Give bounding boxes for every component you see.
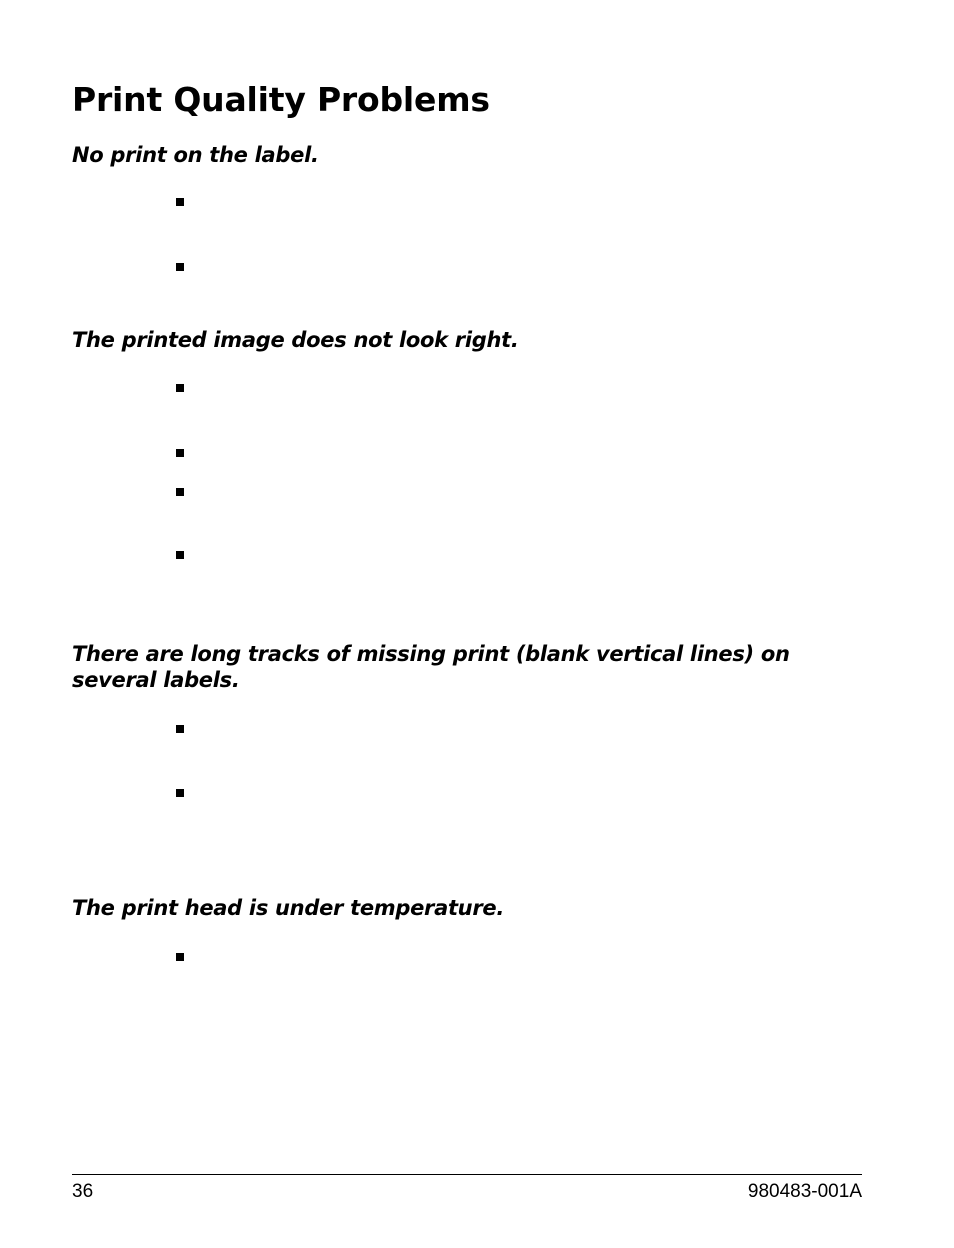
bullet-marker [176, 551, 184, 559]
page-title: Print Quality Problems [72, 80, 490, 119]
bullet-marker [176, 953, 184, 961]
bullet-marker [176, 449, 184, 457]
bullet-marker [176, 263, 184, 271]
section-heading-missing-print-tracks: There are long tracks of missing print (blank vertical lines) on several labels. [72, 642, 790, 692]
bullet-marker [176, 198, 184, 206]
bullet-marker [176, 384, 184, 392]
bullet-marker [176, 725, 184, 733]
bullet-marker [176, 488, 184, 496]
document-number: 980483-001A [747, 1181, 862, 1202]
section-heading-image-not-right: The printed image does not look right. [72, 328, 519, 352]
footer-divider [72, 1174, 862, 1175]
page-number: 36 [72, 1181, 94, 1202]
section-heading-under-temperature: The print head is under temperature. [72, 896, 505, 920]
section-heading-no-print: No print on the label. [72, 143, 319, 167]
bullet-marker [176, 789, 184, 797]
